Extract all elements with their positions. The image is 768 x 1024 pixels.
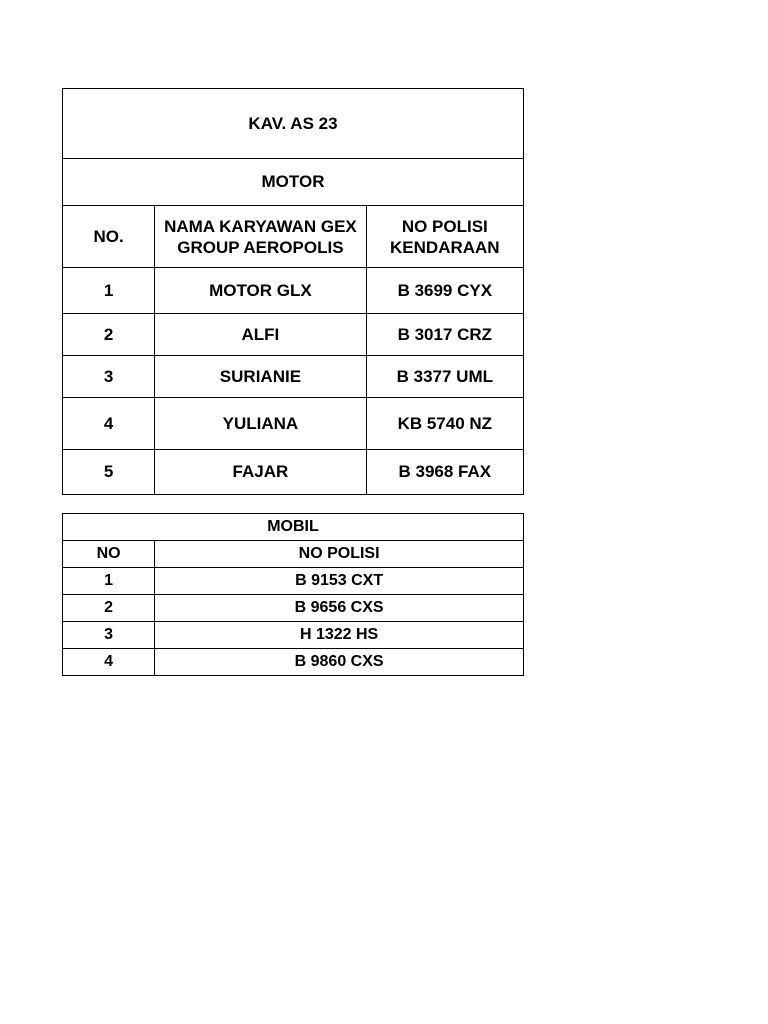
- title-row: [63, 89, 524, 159]
- table-row: [63, 356, 524, 398]
- row-no: 5: [63, 450, 155, 495]
- row-name: YULIANA: [155, 398, 366, 450]
- table-row: [63, 649, 524, 676]
- row-plate: B 3968 FAX: [366, 450, 523, 495]
- row-no: 4: [63, 398, 155, 450]
- row-plate: B 3377 UML: [366, 356, 523, 398]
- row-plate: KB 5740 NZ: [366, 398, 523, 450]
- mobil-table: [62, 513, 524, 676]
- header-row: [63, 206, 524, 268]
- table-row: [63, 595, 524, 622]
- row-no: 2: [63, 314, 155, 356]
- motor-section-label: MOTOR: [63, 159, 524, 206]
- location-title: KAV. AS 23: [63, 89, 524, 159]
- row-no: 1: [63, 268, 155, 314]
- row-plate: B 3699 CYX: [366, 268, 523, 314]
- row-name: ALFI: [155, 314, 366, 356]
- table-row: [63, 314, 524, 356]
- table-row: [63, 398, 524, 450]
- header-name: NAMA KARYAWAN GEX GROUP AEROPOLIS: [155, 206, 366, 268]
- row-no: 3: [63, 622, 155, 649]
- row-no: 1: [63, 568, 155, 595]
- header-plate: NO POLISI KENDARAAN: [366, 206, 523, 268]
- row-name: MOTOR GLX: [155, 268, 366, 314]
- table-row: [63, 622, 524, 649]
- header-no: NO: [63, 541, 155, 568]
- header-no: NO.: [63, 206, 155, 268]
- mobil-section-label: MOBIL: [63, 514, 524, 541]
- row-name: SURIANIE: [155, 356, 366, 398]
- table-row: [63, 568, 524, 595]
- section-row: [63, 159, 524, 206]
- row-no: 4: [63, 649, 155, 676]
- table-row: [63, 450, 524, 495]
- row-plate: B 3017 CRZ: [366, 314, 523, 356]
- row-no: 3: [63, 356, 155, 398]
- row-plate: B 9153 CXT: [155, 568, 524, 595]
- row-plate: H 1322 HS: [155, 622, 524, 649]
- table-row: [63, 268, 524, 314]
- header-plate: NO POLISI: [155, 541, 524, 568]
- motor-table: [62, 88, 524, 495]
- row-plate: B 9656 CXS: [155, 595, 524, 622]
- row-plate: B 9860 CXS: [155, 649, 524, 676]
- header-row: [63, 541, 524, 568]
- row-name: FAJAR: [155, 450, 366, 495]
- row-no: 2: [63, 595, 155, 622]
- section-row: [63, 514, 524, 541]
